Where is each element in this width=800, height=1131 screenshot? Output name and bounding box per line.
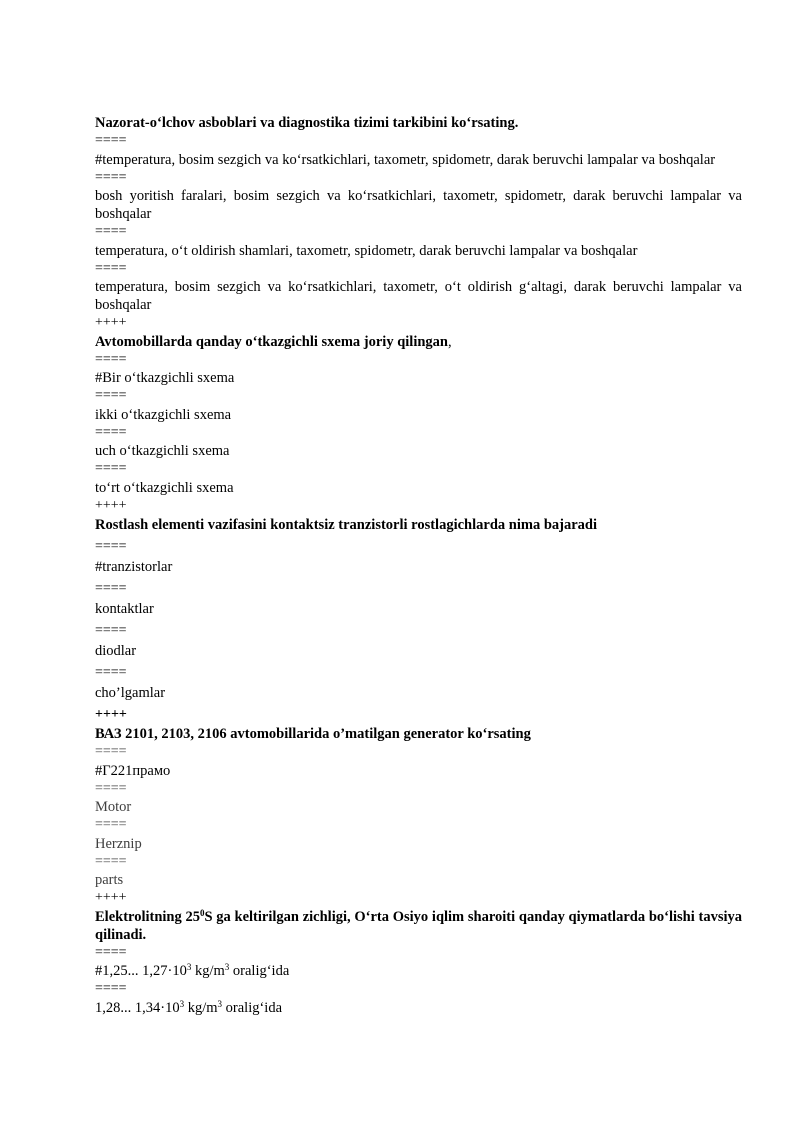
question-1: Nazorat-o‘lchov asboblari va diagnostika tizimi tarkibini ko‘rsating. <box>95 115 519 131</box>
question-2-suffix: , <box>448 333 452 350</box>
answer-4-3: Herznip <box>95 835 142 852</box>
answer-1-1: #temperatura, bosim sezgich va ko‘rsatkichlari, taxometr, spidometr, darak beruvchi lampalar va boshqalar <box>95 151 716 168</box>
question-5-part-2: S ga keltirilgan zichligi, O‘rta Osiyo iqlim sharoiti qanday qiymatlarda bo‘lishi tavsiya qilinadi. <box>95 908 742 943</box>
separator: ==== <box>95 539 127 554</box>
answer-5-2-base: 10 <box>165 999 180 1016</box>
separator: ==== <box>95 665 127 680</box>
answer-2-2: ikki o‘tkazgichli sxema <box>95 406 232 423</box>
answer-3-1: #tranzistorlar <box>95 559 173 575</box>
answer-1-4: temperatura, bosim sezgich va ko‘rsatkichlari, taxometr, o‘t oldirish g‘altagi, darak beruvchi lampalar va boshqalar <box>95 279 742 313</box>
answer-1-2: bosh yoritish faralari, bosim sezgich va ko‘rsatkichlari, taxometr, spidometr, darak beruvchi lampalar va boshqalar <box>95 188 742 222</box>
answer-4-4: parts <box>95 872 124 888</box>
answer-5-2-tail: oralig‘ida <box>222 999 283 1016</box>
answer-5-2-range: 1,28... 1,34 <box>95 999 161 1016</box>
separator: ==== <box>95 853 127 869</box>
question-2-text: Avtomobillarda qanday o‘tkazgichli sxema joriy qilingan <box>95 333 448 350</box>
separator: ==== <box>95 260 127 276</box>
answer-5-2-unit: kg/m <box>184 999 218 1016</box>
question-5-part-1: Elektrolitning 25 <box>95 908 200 925</box>
answer-2-1: #Bir o‘tkazgichli sxema <box>95 370 235 386</box>
separator: ==== <box>95 461 127 476</box>
exponent: 3 <box>224 962 230 972</box>
separator: ==== <box>95 780 127 796</box>
answer-4-1 <box>95 762 742 780</box>
separator: ==== <box>95 744 127 759</box>
separator: ==== <box>95 388 127 403</box>
question-3-block <box>95 515 742 725</box>
exponent: 3 <box>217 998 223 1009</box>
question-4: ВАЗ 2101, 2103, 2106 avtomobillarida o’matilgan generator ko‘rsating <box>95 726 531 742</box>
answer-5-1 <box>95 962 742 980</box>
document-body <box>95 114 742 1017</box>
answer-5-1-range: #1,25... 1,27 <box>95 963 168 979</box>
separator: ==== <box>95 623 127 638</box>
separator: ==== <box>95 169 127 185</box>
end-marker: ++++ <box>95 890 127 905</box>
end-marker: ++++ <box>95 315 127 330</box>
separator: ==== <box>95 224 127 239</box>
exponent: 3 <box>179 998 185 1009</box>
separator: ==== <box>95 133 127 148</box>
answer-5-1-tail: oralig‘ida <box>229 963 290 979</box>
question-5-superscript: 0 <box>199 907 205 918</box>
multiply-dot: · <box>167 963 173 979</box>
question-2 <box>95 333 742 351</box>
answer-3-4: cho’lgamlar <box>95 685 166 701</box>
question-5 <box>95 908 742 944</box>
answer-1-3: temperatura, o‘t oldirish shamlari, taxometr, spidometr, darak beruvchi lampalar va boshqalar <box>95 242 638 259</box>
answer-4-1-text: #Г221прамо <box>95 762 171 779</box>
answer-3-2: kontaktlar <box>95 601 154 617</box>
answer-2-3: uch o‘tkazgichli sxema <box>95 443 230 459</box>
answer-5-1-unit: kg/m <box>191 963 225 979</box>
exponent: 3 <box>186 962 192 972</box>
answer-4-2: Motor <box>95 799 132 815</box>
question-3: Rostlash elementi vazifasini kontaktsiz tranzistorli rostlagichlarda nima bajaradi <box>95 517 597 533</box>
answer-3-3: diodlar <box>95 643 137 659</box>
answer-2-4: to‘rt o‘tkazgichli sxema <box>95 479 234 496</box>
answer-5-1-base: 10 <box>172 963 187 979</box>
separator: ==== <box>95 981 127 996</box>
separator: ==== <box>95 817 127 832</box>
answer-5-2 <box>95 999 742 1017</box>
separator: ==== <box>95 424 127 440</box>
end-marker: ++++ <box>95 497 127 513</box>
separator: ==== <box>95 351 127 367</box>
separator: ==== <box>95 581 127 596</box>
end-marker: ++++ <box>95 707 127 722</box>
separator: ==== <box>95 944 127 960</box>
multiply-dot: · <box>160 999 166 1016</box>
